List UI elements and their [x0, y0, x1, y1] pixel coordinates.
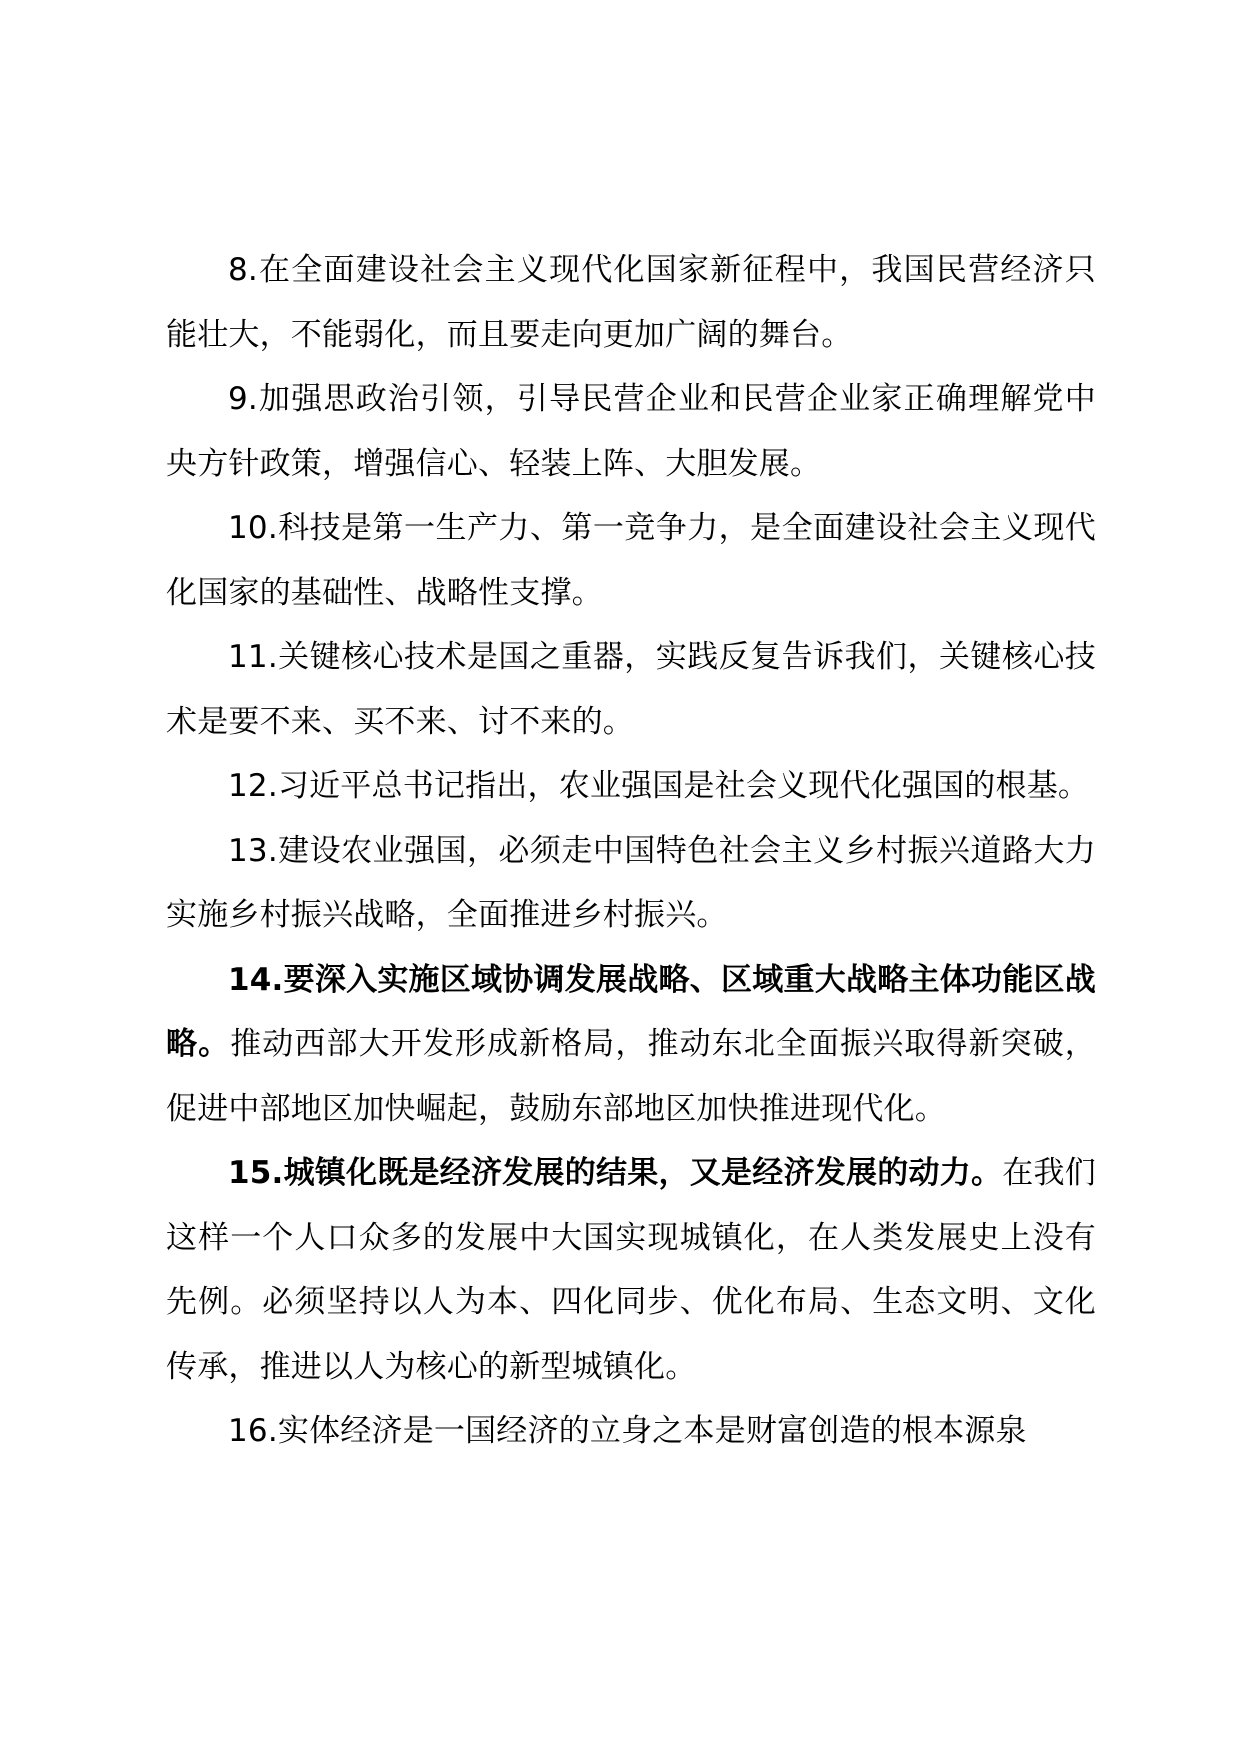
paragraph-14 — [166, 948, 1096, 1142]
paragraph-text: 16.实体经济是一国经济的立身之本是财富创造的根本源泉 — [228, 1413, 1027, 1449]
paragraph-9 — [166, 367, 1096, 496]
paragraph-text: 11.关键核心技术是国之重器，实践反复告诉我们，关键核心技术是要不来、买不来、讨不来的。 — [166, 639, 1096, 740]
paragraph-text: 12.习近平总书记指出，农业强国是社会义现代化强国的根基。 — [228, 768, 1090, 804]
paragraph-text: 推动西部大开发形成新格局，推动东北全面振兴取得新突破，促进中部地区加快崛起，鼓励东部地区加快推进现代化。 — [166, 1026, 1096, 1127]
paragraph-text: 8.在全面建设社会主义现代化国家新征程中，我国民营经济只能壮大，不能弱化，而且要走向更加广阔的舞台。 — [166, 252, 1096, 353]
paragraph-text: 在我们这样一个人口众多的发展中大国实现城镇化，在人类发展史上没有先例。必须坚持以人为本、四化同步、优化布局、生态文明、文化传承，推进以人为核心的新型城镇化。 — [166, 1155, 1096, 1385]
document-page — [166, 238, 1096, 1464]
paragraph-10 — [166, 496, 1096, 625]
paragraph-lead-bold: 14.要深入实施区域协调发展战略、区域重大战略主体功能区战略。 — [166, 961, 1096, 1062]
paragraph-text: 10.科技是第一生产力、第一竞争力，是全面建设社会主义现代化国家的基础性、战略性支撑。 — [166, 510, 1096, 611]
paragraph-16 — [166, 1399, 1096, 1464]
paragraph-text: 13.建设农业强国，必须走中国特色社会主义乡村振兴道路大力实施乡村振兴战略，全面推进乡村振兴。 — [166, 832, 1096, 933]
paragraph-11 — [166, 625, 1096, 754]
paragraph-text: 9.加强思政治引领，引导民营企业和民营企业家正确理解党中央方针政策，增强信心、轻装上阵、大胆发展。 — [166, 381, 1096, 482]
paragraph-12 — [166, 754, 1096, 819]
paragraph-15 — [166, 1141, 1096, 1399]
paragraph-lead-bold: 15.城镇化既是经济发展的结果，又是经济发展的动力。 — [228, 1155, 1003, 1191]
paragraph-8 — [166, 238, 1096, 367]
paragraph-13 — [166, 819, 1096, 948]
